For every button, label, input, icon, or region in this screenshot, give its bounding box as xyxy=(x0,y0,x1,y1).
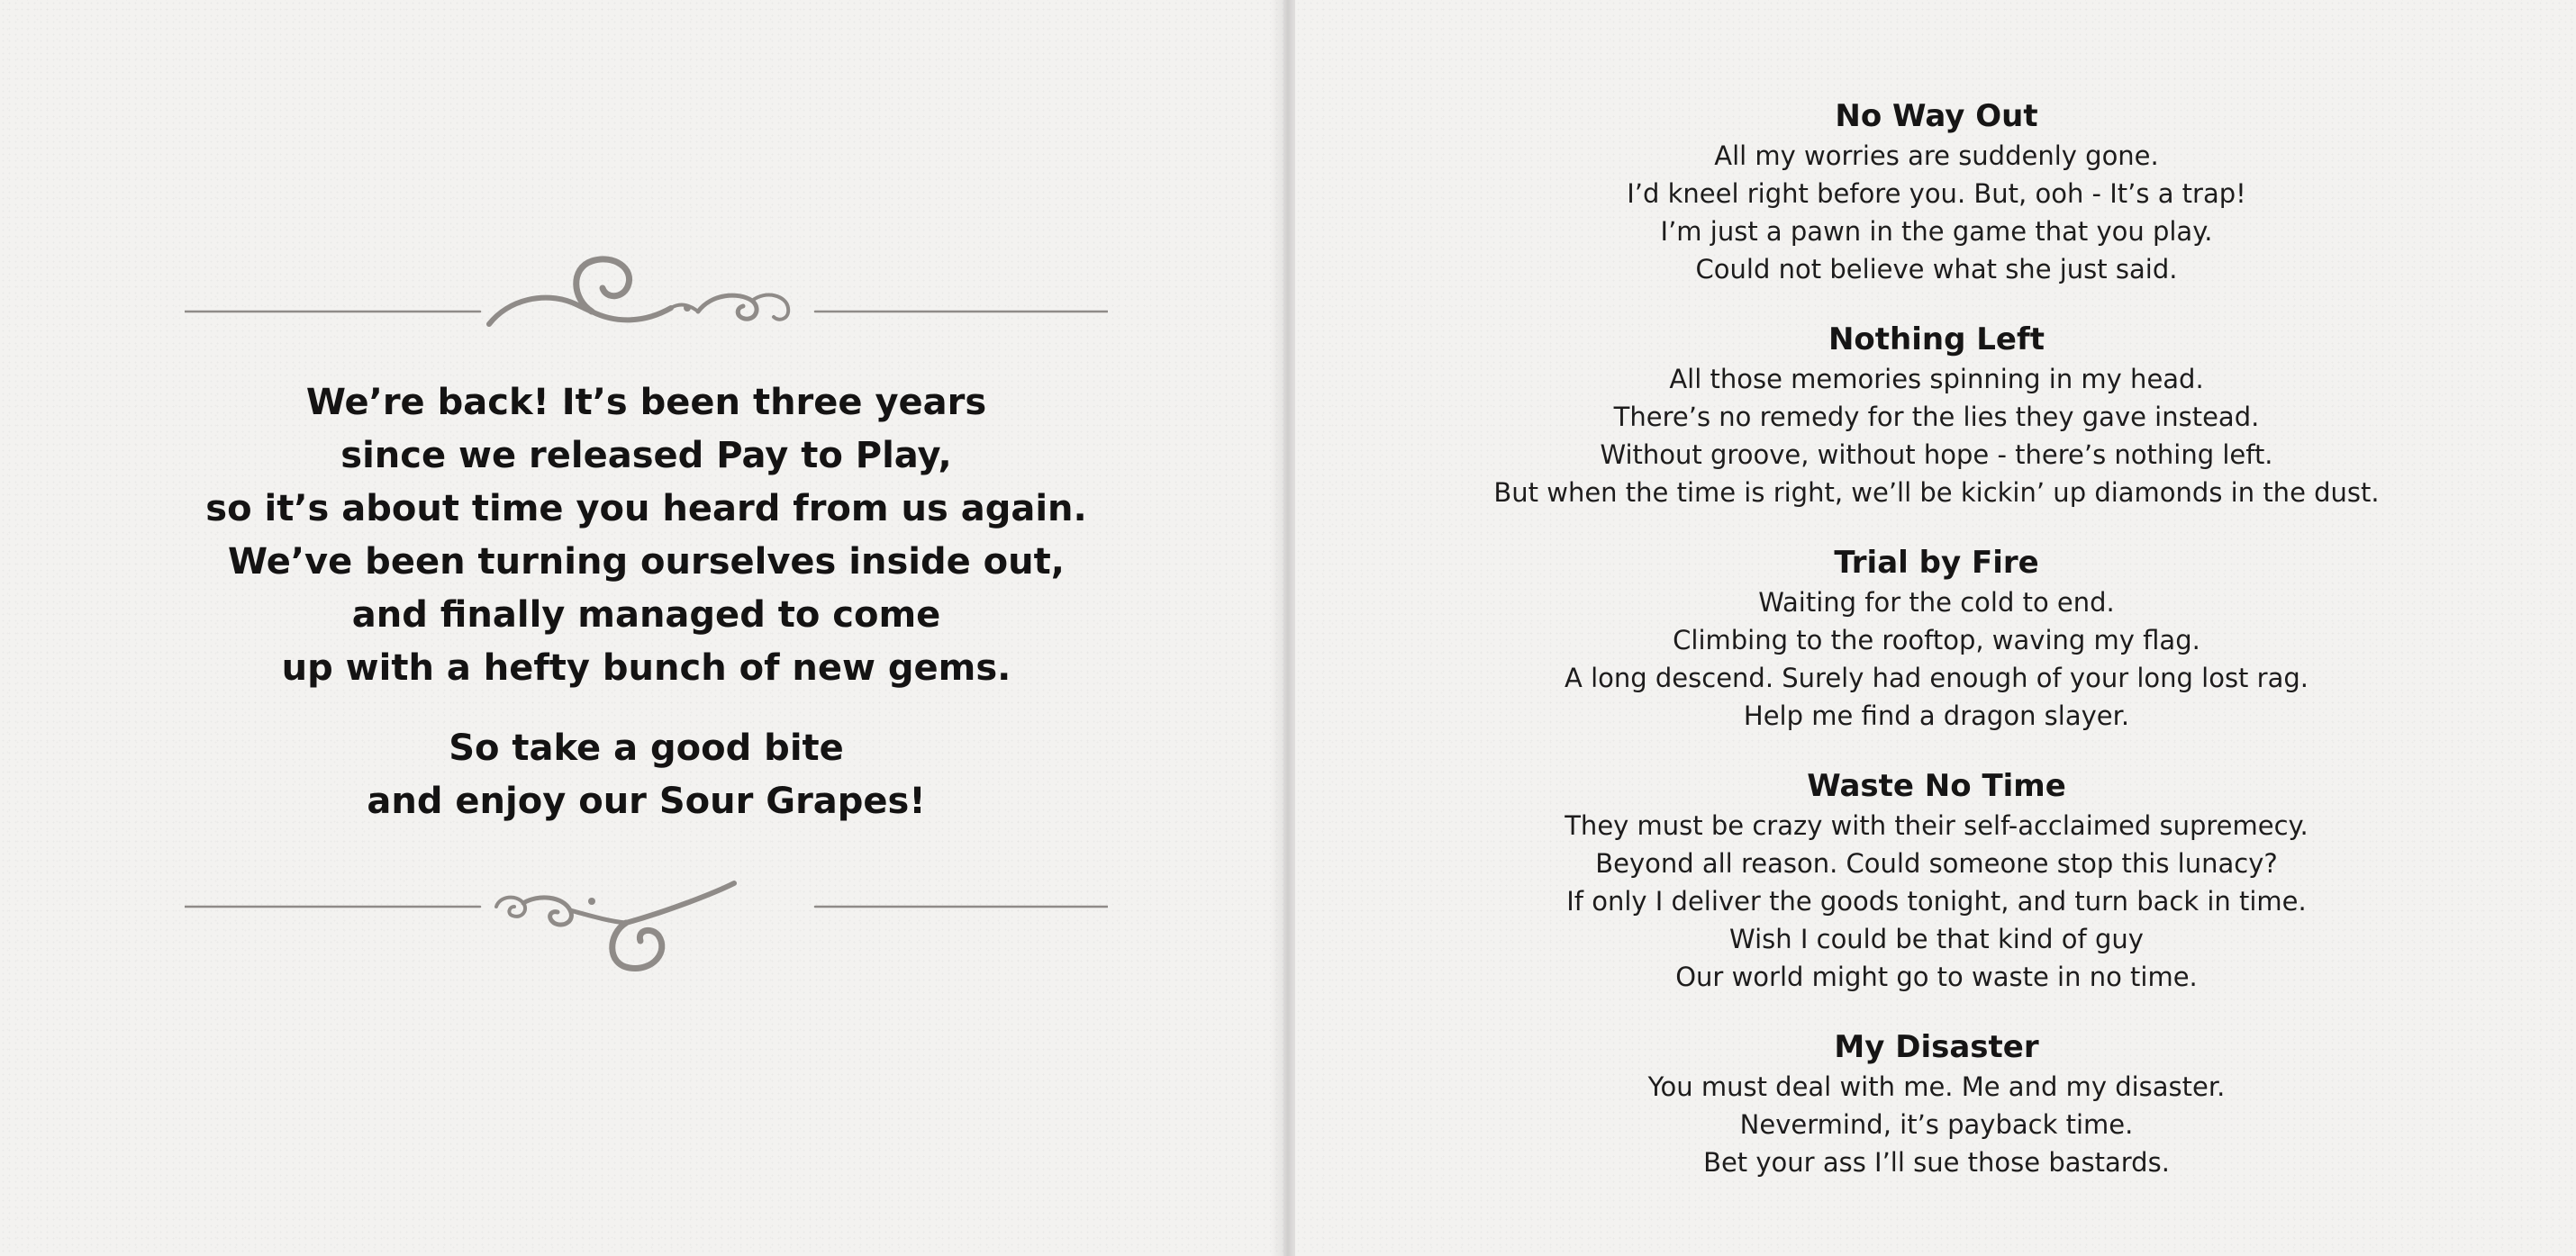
top-scroll-ornament-svg xyxy=(185,236,1108,362)
top-scroll-ornament-icon xyxy=(185,236,1108,362)
lyric-line: There’s no remedy for the lies they gave instead. xyxy=(1613,402,2260,432)
bottom-scroll-ornament-icon xyxy=(185,851,1108,977)
intro-line: We’ve been turning ourselves inside out, xyxy=(228,541,1065,583)
lyric-line: Our world might go to waste in no time. xyxy=(1675,962,2198,992)
lyric-line: But when the time is right, we’ll be kickin’ up diamonds in the dust. xyxy=(1493,477,2380,508)
lyric-line: Nevermind, it’s payback time. xyxy=(1739,1109,2134,1140)
lyric-line: Waiting for the cold to end. xyxy=(1758,587,2115,618)
lyric-line: I’m just a pawn in the game that you play. xyxy=(1660,216,2213,247)
song-title: My Disaster xyxy=(1834,1029,2039,1065)
song-nothing-left xyxy=(1423,319,2450,511)
closing-line: and enjoy our Sour Grapes! xyxy=(367,781,926,822)
intro-line: so it’s about time you heard from us again. xyxy=(205,488,1087,529)
song-no-way-out xyxy=(1423,95,2450,288)
intro-text xyxy=(117,376,1175,828)
lyric-line: Bet your ass I’ll sue those bastards. xyxy=(1703,1147,2170,1178)
lyric-line: Wish I could be that kind of guy xyxy=(1729,924,2144,954)
bottom-scroll-ornament-svg xyxy=(185,851,1108,977)
lyric-line: Could not believe what she just said. xyxy=(1695,254,2178,285)
closing-line: So take a good bite xyxy=(449,727,844,769)
song-my-disaster xyxy=(1423,1026,2450,1181)
song-title: No Way Out xyxy=(1835,98,2038,134)
lyric-line: They must be crazy with their self-acclaimed supremecy. xyxy=(1565,810,2308,841)
intro-line: up with a hefty bunch of new gems. xyxy=(281,647,1011,689)
lyric-line: Help me find a dragon slayer. xyxy=(1743,700,2130,731)
lyrics-block xyxy=(1423,95,2450,1212)
lyric-line: All my worries are suddenly gone. xyxy=(1714,140,2159,171)
lyric-line: You must deal with me. Me and my disaster. xyxy=(1647,1071,2226,1102)
lyric-line: Without groove, without hope - there’s nothing left. xyxy=(1600,439,2273,470)
lyric-line: Climbing to the rooftop, waving my flag. xyxy=(1673,625,2200,655)
song-title: Waste No Time xyxy=(1807,768,2066,804)
intro-line: since we released Pay to Play, xyxy=(340,435,952,476)
lyric-line: If only I deliver the goods tonight, and turn back in time. xyxy=(1566,886,2307,917)
paragraph-gap xyxy=(117,695,1175,722)
lyric-line: I’d kneel right before you. But, ooh - It’s a trap! xyxy=(1627,178,2246,209)
intro-line: We’re back! It’s been three years xyxy=(305,382,987,423)
intro-line: and finally managed to come xyxy=(351,594,941,636)
song-waste-no-time xyxy=(1423,765,2450,996)
song-title: Nothing Left xyxy=(1828,321,2045,357)
song-title: Trial by Fire xyxy=(1834,545,2039,581)
lyric-line: All those memories spinning in my head. xyxy=(1669,364,2204,394)
lyric-line: Beyond all reason. Could someone stop this lunacy? xyxy=(1595,848,2278,879)
lyric-line: A long descend. Surely had enough of your long lost rag. xyxy=(1565,663,2308,693)
left-page xyxy=(0,0,1283,1256)
song-trial-by-fire xyxy=(1423,542,2450,735)
